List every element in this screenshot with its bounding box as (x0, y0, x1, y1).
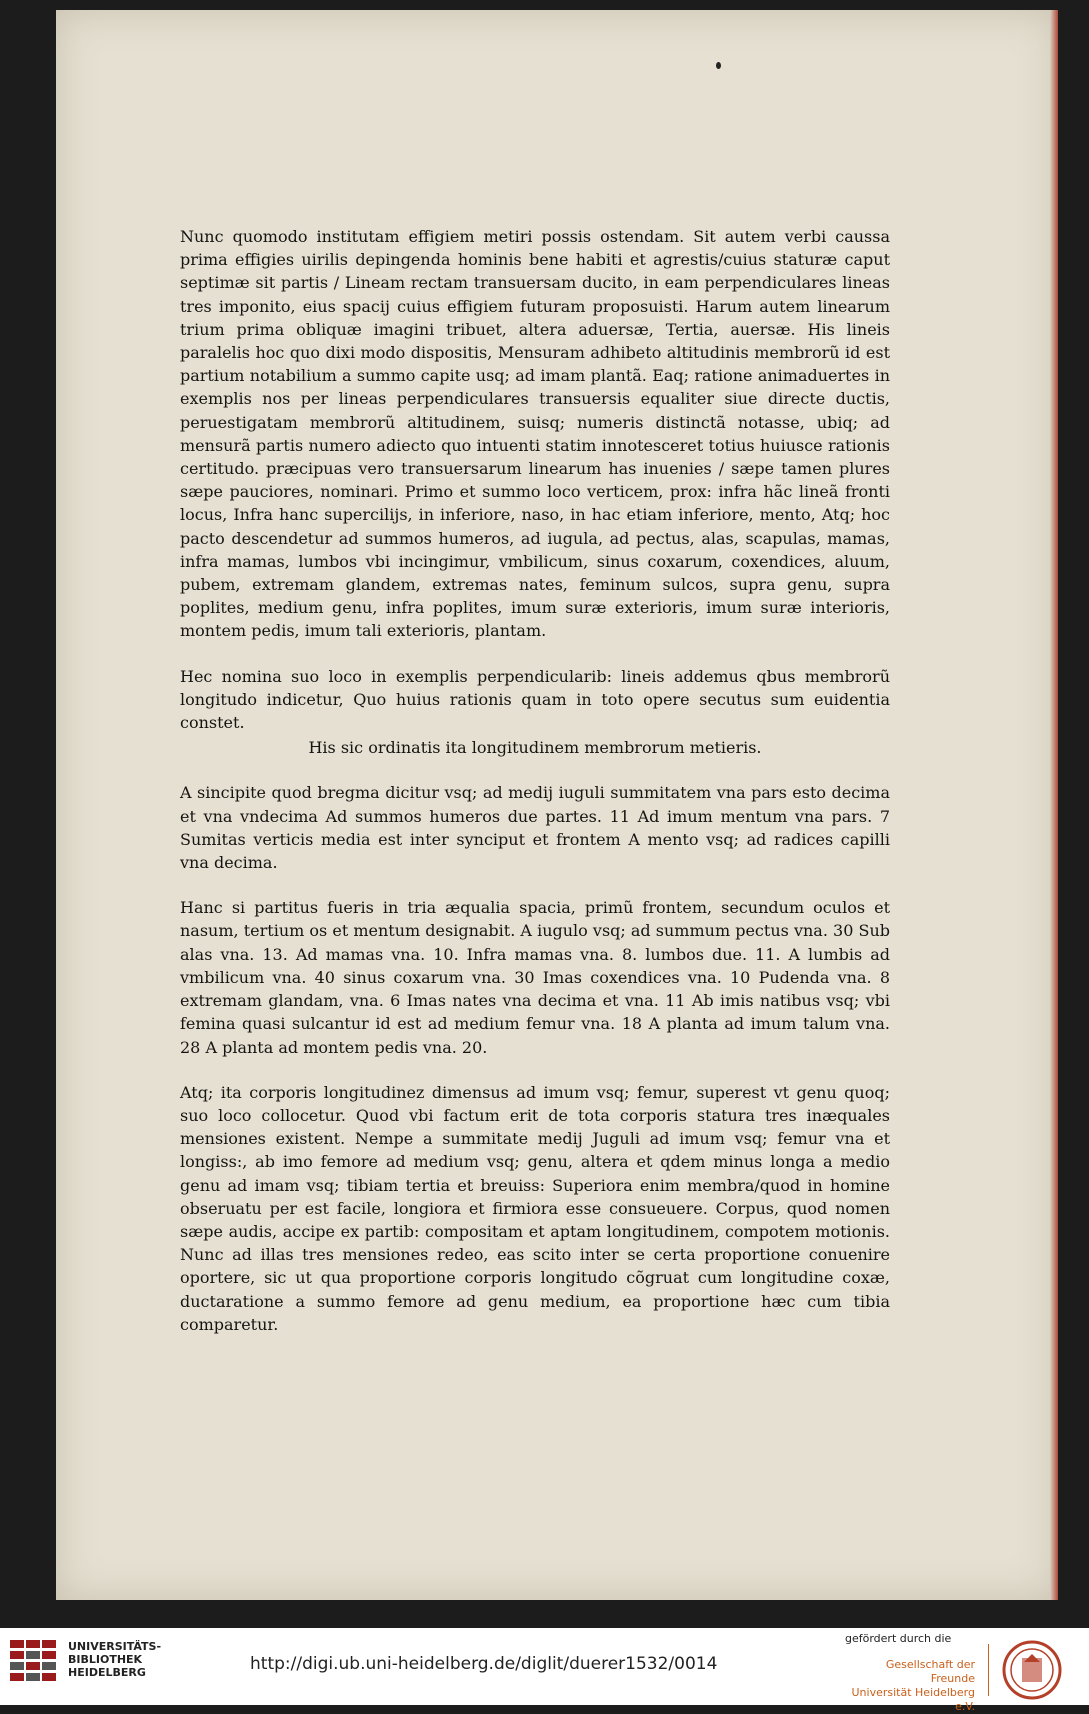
footer-divider (988, 1644, 989, 1696)
sponsor-name-line: Gesellschaft der Freunde (885, 1658, 975, 1685)
footer-bar (0, 1628, 1089, 1713)
library-logo-icon (10, 1640, 60, 1682)
centered-line: His sic ordinatis ita longitudinem membrorum metieris. (308, 738, 762, 758)
sponsor-name (845, 1658, 975, 1714)
ink-speck (716, 62, 721, 69)
paragraph-5: Atq; ita corporis longitudinez dimensus ad imum vsq; femur, superest vt genu quoq; suo loco collocetur. Quod vbi factum erit de tota corporis statura tres inæquales mensiones existent. Nempe a summitate medij Juguli ad imum vsq; femur vna et longiss:, ab imo femore ad medium vsq; genu, altera et qdem minus longa a medio genu ad imam vsq; tibiam tertia et breuiss: Superiora enim membra/quod in homine obseruatu per est facile, longiora et firmiora esse consueuere. Corpus, quod nomen sæpe audis, accipe ex partib: compositam et aptam longitudinem, compotem motionis. Nunc ad illas tres mensiones redeo, eas scito inter se certa proportione conuenire oportere, sic ut qua proportione corporis longitudo cõgruat cum longitudine coxæ, ductaratione a summo femore ad genu medium, ea proportione hæc cum tibia comparetur. (180, 1082, 890, 1334)
library-name-line: UNIVERSITÄTS- (68, 1640, 162, 1653)
paragraph-1: Nunc quomodo institutam effigiem metiri possis ostendam. Sit autem verbi caussa prima effigies uirilis depingenda hominis bene habiti et agrestis/cuius staturæ caput septimæ sit partis / Lineam rectam transuersam ducito, in eam perpendiculares lineas tres imponito, eius spacij cuius effigiem futuram proposuisti. Harum autem linearum trium prima obliquæ imagini tribuet, altera aduersæ, Tertia, auersæ. His lineis paralelis hoc quo dixi modo dispositis, Mensuram adhibeto altitudinis membrorũ id est partium notabilium a summo capite usq; ad imam plantã. Eaq; ratione animaduertes in exemplis nos per lineas perpendiculares transuersis equaliter siue directe ductis, peruestigatam membrorũ altitudinem, suisq; numeris distinctã notasse, ubiq; ad mensurã partis numero adiecto quo intuenti statim innotesceret totius huiusce rationis certitudo. præcipuas vero transuersarum linearum has inuenies / sæpe tamen plures sæpe pauciores, nominari. Primo et summo loco verticem, prox: infra hãc lineã fronti locus, Infra hanc supercilijs, in inferiore, naso, in hac etiam inferiore, mento, Atq; hoc pacto descendetur ad summos humeros, ad iugula, ad pectus, alas, scapulas, mamas, infra mamas, lumbos vbi incingimur, vmbilicum, sinus coxarum, coxendices, aluum, pubem, extremam glandem, extremas nates, feminum sulcos, supra genu, supra poplites, medium genu, infra poplites, imum suræ exterioris, imum suræ interioris, montem pedis, imum tali exterioris, plantam. (180, 227, 890, 641)
page-edge (1050, 10, 1058, 1600)
library-name-line: HEIDELBERG (68, 1666, 146, 1679)
sponsor-label: gefördert durch die (845, 1632, 952, 1645)
page-text (180, 225, 890, 1358)
paragraph-2: Hec nomina suo loco in exemplis perpendicularib: lineis addemus qbus membrorũ longitudo indicetur, Quo huius rationis quam in toto opere secutus sum euidentia constet. (180, 666, 890, 733)
sponsor-name-line: Universität Heidelberg e.V. (851, 1686, 975, 1713)
paragraph-3: A sincipite quod bregma dicitur vsq; ad medij iuguli summitatem vna pars esto decima et vna vndecima Ad summos humeros due partes. 11 Ad imum mentum vna pars. 7 Sumitas verticis media est inter synciput et frontem A mento vsq; ad radices capilli vna decima. (180, 783, 890, 873)
library-name (68, 1640, 161, 1679)
paragraph-4: Hanc si partitus fueris in tria æqualia spacia, primũ frontem, secundum oculos et nasum, tertium os et mentum designabit. A iugulo vsq; ad summum pectus vna. 30 Sub alas vna. 13. Ad mamas vna. 10. Infra mamas vna. 8. lumbos due. 11. A lumbis ad vmbilicum vna. 40 sinus coxarum vna. 30 Imas coxendices vna. 10 Pudenda vna. 8 extremam glandam, vna. 6 Imas nates vna decima et vna. 11 Ab imis natibus vsq; vbi femina quasi sulcantur id est ad medium femur vna. 18 A planta ad imum talum vna. 28 A planta ad montem pedis vna. 20. (180, 898, 890, 1057)
library-name-line: BIBLIOTHEK (68, 1653, 143, 1666)
permalink-url[interactable]: http://digi.ub.uni-heidelberg.de/diglit/duerer1532/0014 (250, 1654, 718, 1674)
university-seal-icon (1002, 1640, 1062, 1700)
